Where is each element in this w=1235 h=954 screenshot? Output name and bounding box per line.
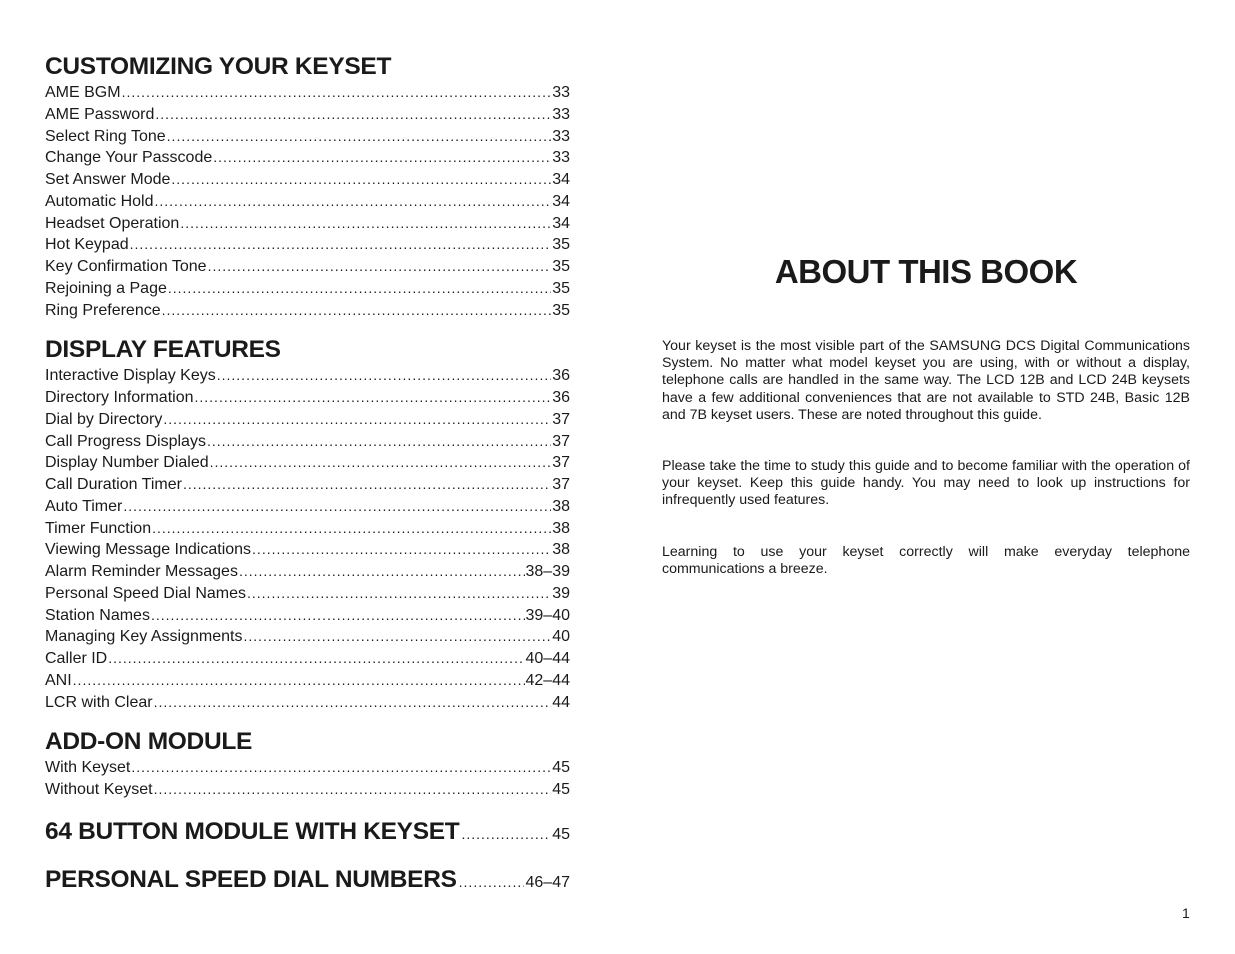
paragraph: Learning to use your keyset correctly will make everyday telephone communications a breeze. [662,543,1190,577]
toc-entry-label: Viewing Message Indications [45,541,252,559]
toc-entry-label: Ring Preference [45,301,161,319]
toc-entry [45,387,570,409]
dot-leader [459,874,524,890]
toc-entry [45,605,570,627]
dot-leader [108,648,524,669]
dot-leader [213,147,551,168]
toc-entry-label: Call Progress Displays [45,432,206,450]
toc-entry [45,169,570,191]
toc-entry-page: 38–39 [525,563,570,580]
toc-entry-label: With Keyset [45,759,131,777]
toc-entry-label: Timer Function [45,519,152,537]
toc-entry [45,648,570,670]
toc-entry-label: Without Keyset [45,781,153,798]
toc-entry-page: 37 [552,454,570,472]
toc-entry [45,583,570,605]
toc-entry-page: 33 [552,105,570,123]
toc-entry [45,126,570,148]
dot-leader [239,561,525,582]
dot-leader [151,605,525,626]
toc-entry-label: AME BGM [45,84,121,101]
section-title: CUSTOMIZING YOUR KEYSET [45,53,392,80]
toc-entry [45,213,570,235]
dot-leader [155,191,552,212]
toc-section-display-features [45,335,570,713]
toc-entry [45,561,570,583]
toc-entry-label: AME Password [45,105,155,123]
toc-entry-label: Directory Information [45,389,194,406]
dot-leader [123,496,551,517]
toc-entry-page: 38 [552,541,570,559]
toc-section-customizing [45,52,570,321]
toc-entry [45,409,570,431]
toc-entry-label: Change Your Passcode [45,149,213,167]
dot-leader [163,409,551,430]
toc-entry-page: 33 [552,149,570,167]
dot-leader [252,539,551,560]
dot-leader [162,300,552,321]
dot-leader [217,365,551,386]
toc-entry-label: Managing Key Assignments [45,628,243,646]
toc-headed-entry [45,815,570,849]
toc-entry-label: Auto Timer [45,497,123,515]
dot-leader [154,692,552,713]
toc-entry-label: Automatic Hold [45,192,154,210]
toc-entry-page: 39–40 [525,606,570,624]
toc-entry [45,82,570,104]
dot-leader [130,234,552,255]
toc-entry-label: Station Names [45,606,150,624]
toc-entry-page: 40 [552,628,570,646]
toc-entry-label: LCR with Clear [45,693,153,711]
section-title: DISPLAY FEATURES [45,336,281,364]
toc-entry-page: 42–44 [525,671,570,689]
dot-leader [195,387,552,408]
page-title: ABOUT THIS BOOK [774,253,1078,290]
toc-entry [45,518,570,540]
dot-leader [122,82,552,103]
toc-entry-page: 35 [552,258,570,275]
toc-entry-page: 40–44 [525,650,570,667]
toc-entry [45,256,570,278]
paragraph: Please take the time to study this guide and to become familiar with the operation of your keyset. Keep this guide handy. You may need to look up instructions for infrequently used features. [662,458,1190,509]
toc-entry [45,278,570,300]
section-title: ADD-ON MODULE [45,728,253,756]
toc-entry-label: Display Number Dialed [45,454,209,472]
toc-entry-page: 36 [552,367,570,385]
toc-entry-label: Headset Operation [45,214,180,232]
dot-leader [461,826,550,842]
toc-entry [45,474,570,496]
toc-entry-page: 46–47 [525,873,570,891]
dot-leader [183,474,551,495]
toc-entry [45,452,570,474]
toc-entry [45,191,570,213]
toc-entry-page: 36 [552,389,570,406]
toc-entry-label: Hot Keypad [45,236,129,254]
toc-entry-page: 44 [552,693,570,711]
dot-leader [171,169,551,190]
toc-section-add-on-module [45,727,570,801]
dot-leader [207,431,551,452]
dot-leader [131,757,551,778]
toc-entry-page: 33 [552,127,570,145]
dot-leader [247,583,551,604]
toc-entry-page: 34 [552,214,570,232]
toc-entry-page: 45 [552,781,570,798]
toc-entry-label: Rejoining a Page [45,279,167,297]
about-section [662,250,1190,612]
toc-entry [45,496,570,518]
dot-leader [167,126,552,147]
dot-leader [180,213,551,234]
toc-entry-label: Key Confirmation Tone [45,258,207,275]
toc-entry-page: 34 [552,192,570,210]
page-number: 1 [1182,905,1190,921]
toc-entry-label: Caller ID [45,650,108,667]
toc-entry [45,365,570,387]
toc-entry-page: 45 [552,759,570,777]
toc-entry-page: 34 [552,171,570,188]
dot-leader [152,518,551,539]
toc-entry [45,692,570,714]
section-title: 64 BUTTON MODULE WITH KEYSET [45,817,460,845]
toc-entry-label: ANI [45,671,72,689]
toc-entry [45,779,570,801]
toc-entry [45,431,570,453]
toc-entry-page: 37 [552,432,570,450]
toc-headed-entry [45,863,570,897]
toc-entry-label: Alarm Reminder Messages [45,563,238,580]
toc-entry-label: Dial by Directory [45,410,163,428]
toc-entry [45,104,570,126]
toc-entry [45,300,570,322]
section-title: PERSONAL SPEED DIAL NUMBERS [45,865,457,893]
dot-leader [154,779,552,800]
toc-entry-page: 45 [552,825,570,843]
toc-entry-page: 35 [552,236,570,254]
paragraph: Your keyset is the most visible part of the SAMSUNG DCS Digital Communications System. No matter what model keyset you are using, with or without a display, telephone calls are handled in the same way. The LCD 12B and LCD 24B keysets have a few additional conveniences that are not available to STD 24B, Basic 12B and 7B keyset users. These are noted throughout this guide. [662,338,1190,423]
toc-entry-page: 35 [552,279,570,297]
toc-entry [45,147,570,169]
toc-entry-label: Call Duration Timer [45,476,182,493]
toc-entry-label: Set Answer Mode [45,171,171,188]
toc-entry-label: Select Ring Tone [45,127,166,145]
toc-entry-page: 37 [552,476,570,493]
toc-entry-label: Personal Speed Dial Names [45,584,246,602]
toc-entry-label: Interactive Display Keys [45,367,216,385]
dot-leader [155,104,551,125]
toc-entry [45,234,570,256]
dot-leader [73,670,525,691]
dot-leader [210,452,552,473]
toc-entry-page: 38 [552,519,570,537]
toc-entry [45,539,570,561]
toc-entry [45,626,570,648]
dot-leader [243,626,551,647]
toc-entry-page: 35 [552,301,570,319]
toc-entry-page: 37 [552,410,570,428]
toc-entry [45,670,570,692]
toc-entry [45,757,570,779]
toc-entry-page: 38 [552,497,570,515]
table-of-contents [45,52,570,911]
toc-entry-page: 33 [552,84,570,101]
dot-leader [168,278,551,299]
toc-entry-page: 39 [552,584,570,602]
dot-leader [208,256,552,277]
